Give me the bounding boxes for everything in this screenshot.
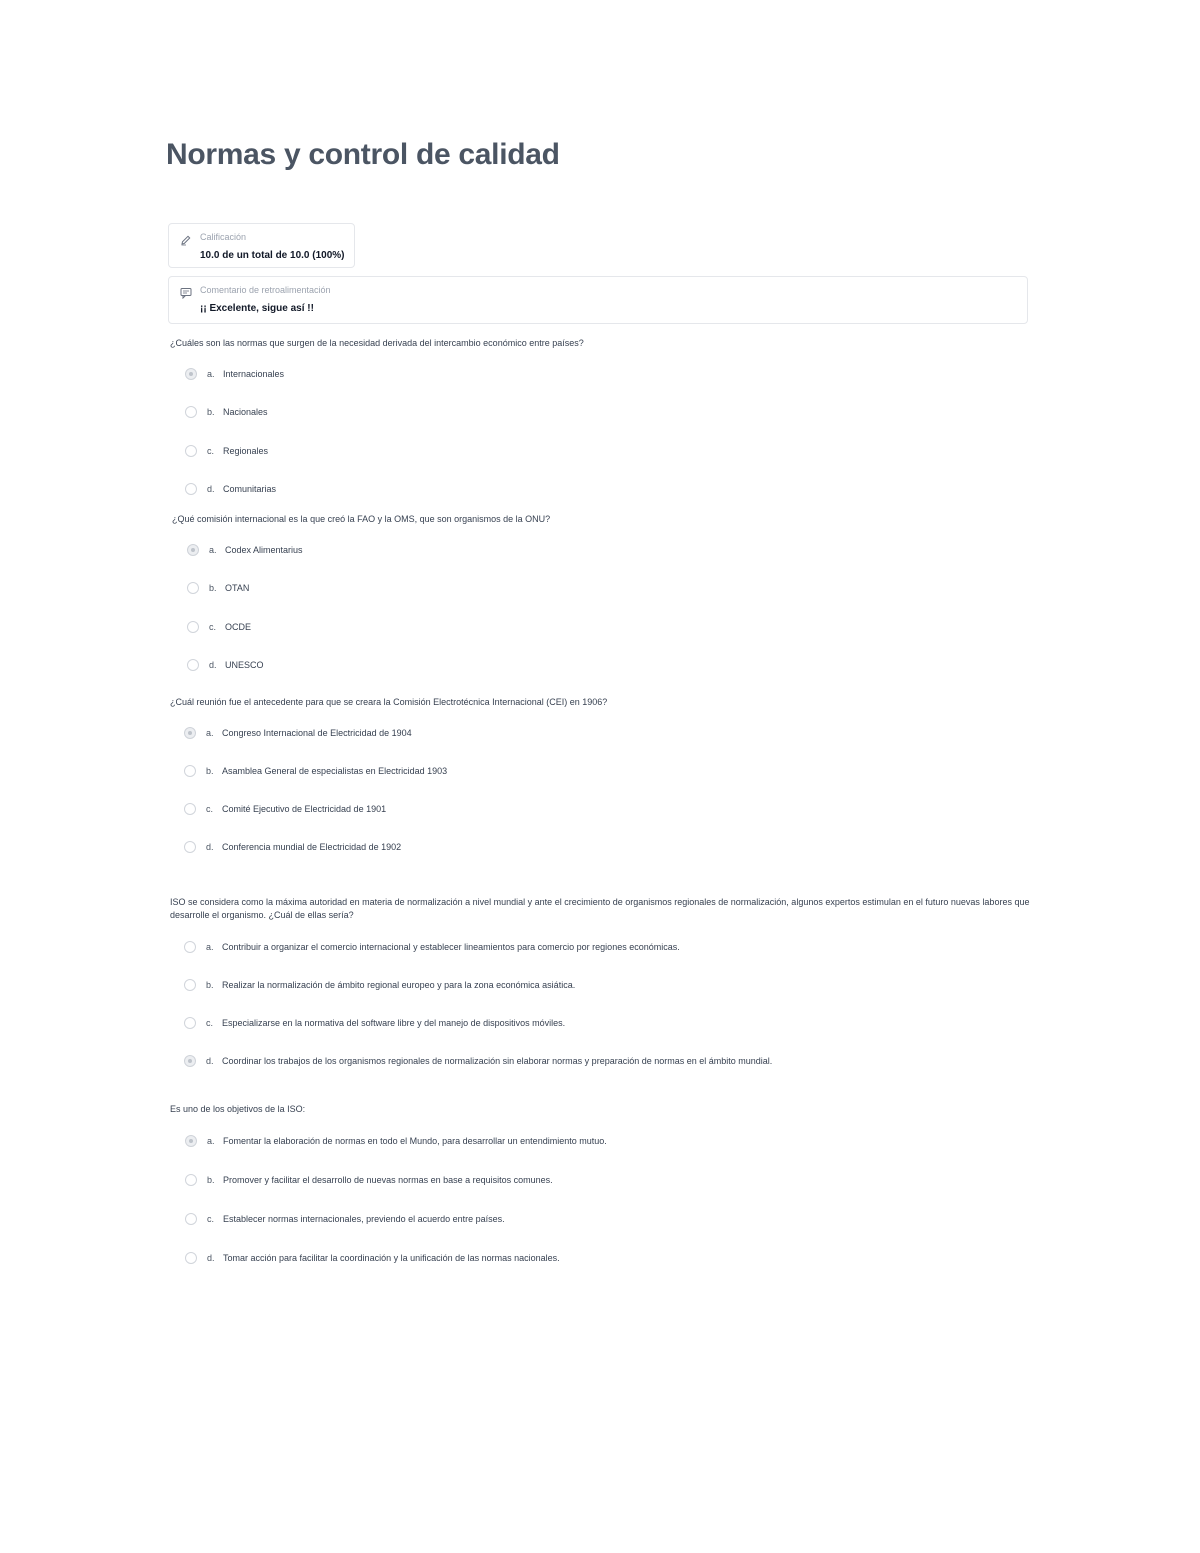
option-letter: c. [206,1018,214,1028]
radio[interactable] [185,445,197,457]
option-text: Nacionales [223,407,268,417]
option-text: Internacionales [223,369,285,379]
question-2-text: ¿Qué comisión internacional es la que creó la FAO y la OMS, que son organismos de la ONU? [172,514,551,524]
question-2-option-b[interactable] [187,580,249,596]
option-text: OCDE [225,622,252,632]
option-letter: d. [209,660,217,670]
question-4-option-b[interactable] [184,977,575,993]
option-text: Realizar la normalización de ámbito regional europeo y para la zona económica asiática. [222,980,576,990]
option-text: Promover y facilitar el desarrollo de nuevas normas en base a requisitos comunes. [223,1175,553,1185]
question-5-option-c[interactable] [185,1211,505,1227]
page-title: Normas y control de calidad [166,138,560,171]
option-text: Coordinar los trabajos de los organismos regionales de normalización sin elaborar normas y preparación de normas en el ámbito mundial. [222,1056,773,1066]
grade-card [168,223,355,268]
question-3-text: ¿Cuál reunión fue el antecedente para que se creara la Comisión Electrotécnica Internacional (CEI) en 1906? [170,697,608,707]
question-5-option-d[interactable] [185,1250,560,1266]
option-letter: d. [206,1056,214,1066]
option-letter: b. [209,583,217,593]
radio[interactable] [184,941,196,953]
option-text: Codex Alimentarius [225,545,303,555]
question-1-option-b[interactable] [185,404,268,420]
radio[interactable] [185,1213,197,1225]
option-letter: a. [206,728,214,738]
option-letter: b. [207,1175,215,1185]
radio[interactable] [184,1017,196,1029]
feedback-card [168,276,1028,324]
option-text: Comité Ejecutivo de Electricidad de 1901 [222,804,387,814]
radio-selected[interactable] [184,727,196,739]
radio[interactable] [185,1174,197,1186]
option-letter: b. [206,766,214,776]
option-letter: d. [207,1253,215,1263]
question-4-option-c[interactable] [184,1015,565,1031]
option-letter: c. [206,804,214,814]
question-2-option-c[interactable] [187,619,251,635]
option-text: Contribuir a organizar el comercio internacional y establecer lineamientos para comercio por regiones económicas. [222,942,680,952]
option-letter: a. [209,545,217,555]
option-letter: c. [209,622,217,632]
radio-selected[interactable] [185,1135,197,1147]
question-5-text: Es uno de los objetivos de la ISO: [170,1104,306,1114]
option-letter: a. [207,1136,215,1146]
option-letter: a. [207,369,215,379]
option-text: Especializarse en la normativa del software libre y del manejo de dispositivos móviles. [222,1018,566,1028]
question-3-option-d[interactable] [184,839,401,855]
radio[interactable] [184,803,196,815]
question-2-option-d[interactable] [187,657,264,673]
radio[interactable] [187,582,199,594]
question-1-option-a[interactable] [185,366,284,382]
question-2-option-a[interactable] [187,542,303,558]
radio-selected[interactable] [185,368,197,380]
option-text: Conferencia mundial de Electricidad de 1902 [222,842,402,852]
question-5-option-a[interactable] [185,1133,607,1149]
option-text: Fomentar la elaboración de normas en todo el Mundo, para desarrollar un entendimiento mutuo. [223,1136,607,1146]
option-text: Establecer normas internacionales, previendo el acuerdo entre países. [223,1214,505,1224]
option-text: OTAN [225,583,250,593]
option-text: Asamblea General de especialistas en Electricidad 1903 [222,766,448,776]
grade-value: 10.0 de un total de 10.0 (100%) [200,250,345,261]
option-letter: d. [206,842,214,852]
feedback-value: ¡¡ Excelente, sigue así !! [200,303,314,314]
question-3-option-a[interactable] [184,725,412,741]
question-1-option-c[interactable] [185,443,268,459]
option-text: Regionales [223,446,269,456]
option-letter: c. [207,446,215,456]
radio[interactable] [184,979,196,991]
question-4-option-a[interactable] [184,939,680,955]
option-letter: b. [207,407,215,417]
option-letter: c. [207,1214,215,1224]
question-5-option-b[interactable] [185,1172,553,1188]
question-4-text: ISO se considera como la máxima autoridad en materia de normalización a nivel mundial y ante el crecimiento de organismos regionales de normalización, algunos expertos estimulan en el futuro nuevas labores que desarrolle el organismo. ¿Cuál de ellas sería? [170,897,1030,920]
radio-selected[interactable] [187,544,199,556]
option-text: Tomar acción para facilitar la coordinación y la unificación de las normas nacionales. [223,1253,560,1263]
radio[interactable] [185,406,197,418]
radio[interactable] [185,1252,197,1264]
option-letter: d. [207,484,215,494]
question-3-option-c[interactable] [184,801,386,817]
question-3-option-b[interactable] [184,763,447,779]
radio-selected[interactable] [184,1055,196,1067]
option-letter: b. [206,980,214,990]
radio[interactable] [184,841,196,853]
radio[interactable] [187,621,199,633]
question-1-option-d[interactable] [185,481,276,497]
option-text: Congreso Internacional de Electricidad de 1904 [222,728,412,738]
option-text: UNESCO [225,660,264,670]
radio[interactable] [187,659,199,671]
radio[interactable] [185,483,197,495]
option-text: Comunitarias [223,484,277,494]
grade-label: Calificación [200,232,247,242]
question-4-option-d[interactable] [184,1053,772,1069]
radio[interactable] [184,765,196,777]
question-1-text: ¿Cuáles son las normas que surgen de la necesidad derivada del intercambio económico entre países? [170,338,584,348]
feedback-label: Comentario de retroalimentación [200,285,331,295]
pencil-icon [180,233,192,245]
comment-icon [180,286,192,298]
option-letter: a. [206,942,214,952]
